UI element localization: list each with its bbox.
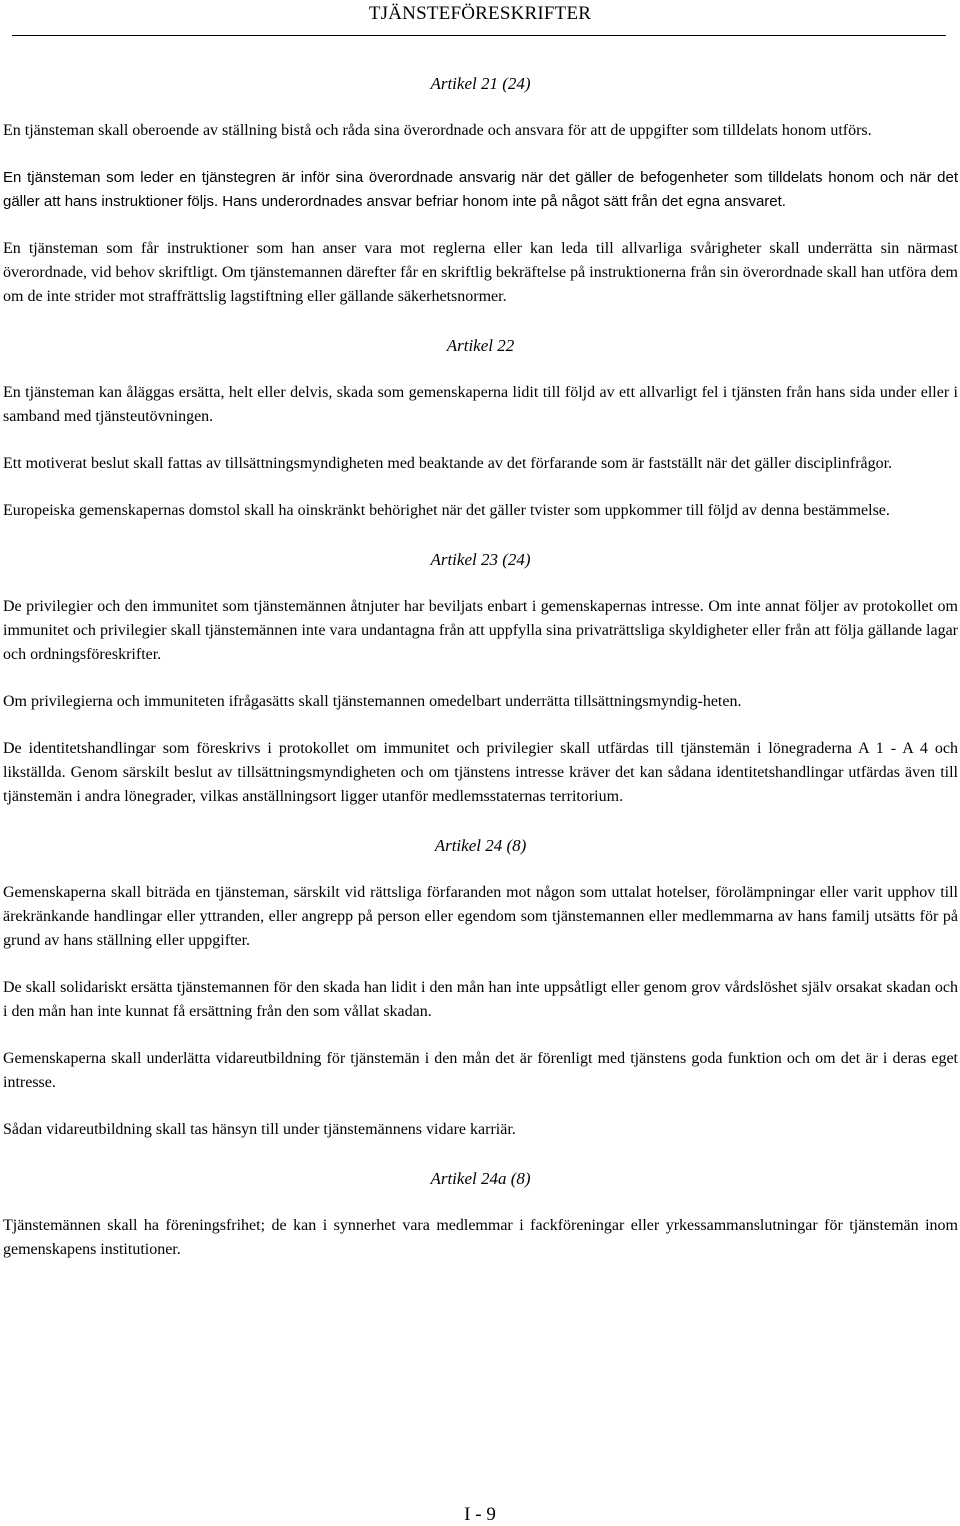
article-22-paragraph-2: Ett motiverat beslut skall fattas av tillsättningsmyndigheten med beaktande av det förfarande som är fastställt när det gäller disciplinfrågor.: [3, 455, 893, 472]
article-24-paragraph-4: Sådan vidareutbildning skall tas hänsyn till under tjänstemännens vidare karriär.: [3, 1121, 516, 1138]
article-21-paragraph-1: En tjänsteman skall oberoende av ställning bistå och råda sina överordnade och ansvara för att de uppgifter som tilldelats honom utförs.: [3, 122, 872, 139]
article-24a-heading: Artikel 24a (8): [430, 1169, 531, 1188]
article-22-paragraph-1: En tjänsteman kan åläggas ersätta, helt eller delvis, skada som gemenskaperna lidit till följd av ett allvarligt fel i tjänsten från hans sida under eller i samband med tjänsteutövningen.: [3, 384, 958, 425]
article-22-heading: Artikel 22: [446, 336, 515, 355]
header-rule: [12, 35, 946, 36]
article-21-heading: Artikel 21 (24): [430, 74, 531, 93]
article-23-paragraph-2: Om privilegierna och immuniteten ifrågasätts skall tjänstemannen omedelbart underrätta tillsättningsmyndig-heten.: [3, 693, 742, 710]
article-24-paragraph-2: De skall solidariskt ersätta tjänstemannen för den skada han lidit i den mån han inte uppsåtligt eller genom grov vårdslöshet själv orsakat skadan och i den mån han inte kunnat få ersättning från den som vållat skadan.: [3, 979, 958, 1020]
article-21-paragraph-2: [3, 166, 958, 214]
article-23-paragraph-3: De identitetshandlingar som föreskrivs i protokollet om immunitet och privilegier skall utfärdas till tjänstemän i lönegraderna A 1 - A 4 och likställda. Genom särskilt beslut av tillsättningsmyndigheten och om tjänstens intresse kräver det kan sådana identitetshandlingar utfärdas även till tjänstemän i andra lönegrader, vilkas anställningsort ligger utanför medlemsstaternas territorium.: [3, 740, 958, 805]
article-22-paragraph-3: Europeiska gemenskapernas domstol skall ha oinskränkt behörighet när det gäller tvister som uppkommer till följd av denna bestämmelse.: [3, 502, 890, 519]
article-24-heading: Artikel 24 (8): [434, 836, 527, 855]
page-number: I - 9: [464, 1504, 496, 1525]
article-21-paragraph-3: [3, 237, 958, 309]
document-body: [3, 72, 958, 1262]
article-24-paragraph-3: Gemenskaperna skall underlätta vidareutbildning för tjänstemän i den mån det är förenligt med tjänstens goda funktion och om det är i deras eget intresse.: [3, 1050, 958, 1091]
article-21-paragraph-3-part-2: Om tjänstemannen därefter får en skriftlig bekräftelse på instruktionerna från sin överordnade skall han utföra dem om de inte strider mot straffrättslig lagstiftning eller gällande säkerhetsnormer.: [3, 264, 958, 305]
article-21-paragraph-2-part-2: Hans underordnades ansvar befriar honom inte på något sätt från det egna ansvaret.: [218, 193, 786, 210]
article-24-paragraph-1: Gemenskaperna skall biträda en tjänsteman, särskilt vid rättsliga förfaranden mot någon som uttalat hotelser, förolämpningar eller varit upphov till ärekränkande handlingar eller yttranden, eller angrepp på person eller egendom som tjänstemannen eller medlemmarna av hans familj utsätts för på grund av hans ställning eller uppgifter.: [3, 884, 958, 949]
article-24a-paragraph-1: Tjänstemännen skall ha föreningsfrihet; de kan i synnerhet vara medlemmar i fackföreningar eller yrkessammanslutningar för tjänstemän inom gemenskapens institutioner.: [3, 1217, 958, 1258]
article-23-paragraph-1: De privilegier och den immunitet som tjänstemännen åtnjuter har beviljats enbart i gemenskapernas intresse. Om inte annat följer av protokollet om immunitet och privilegier skall tjänstemännen inte vara undantagna från att uppfylla sina privaträttsliga skyldigheter eller från att följa gällande lagar och ordningsföreskrifter.: [3, 598, 958, 663]
article-21-paragraph-3-part-1: En tjänsteman som får instruktioner som han anser vara mot reglerna eller kan leda till allvarliga svårigheter skall underrätta sin närmast överordnade, vid behov skriftligt.: [3, 240, 958, 281]
running-header: TJÄNSTEFÖRESKRIFTER: [368, 3, 592, 24]
article-21-paragraph-2-part-1: En tjänsteman som leder en tjänstegren är inför sina överordnade ansvarig när det gäller de befogenheter som tilldelats honom och när det gäller att hans instruktioner följs.: [3, 169, 958, 210]
article-23-heading: Artikel 23 (24): [430, 550, 531, 569]
